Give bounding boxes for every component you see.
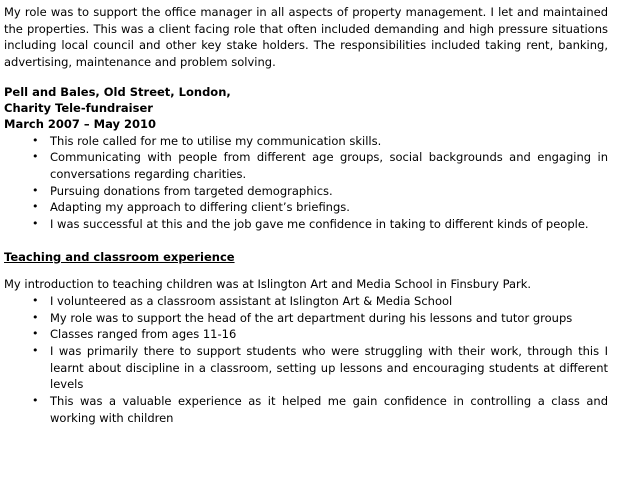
- list-item: [4, 326, 608, 343]
- list-item: [4, 343, 608, 393]
- list-item: [4, 293, 608, 310]
- job-role-line: Charity Tele-fundraiser: [4, 101, 153, 116]
- list-item: [4, 216, 608, 233]
- teaching-bullet-list: [4, 293, 608, 426]
- list-item-text: • Communicating with people from different age groups, social backgrounds and engaging in conversations regarding charities.: [50, 150, 608, 182]
- teaching-section-heading: Teaching and classroom experience: [4, 249, 235, 264]
- list-item-text: • Adapting my approach to differing client’s briefings.: [50, 200, 350, 215]
- list-item: [4, 133, 608, 150]
- job-dates: March 2007 – May 2010: [4, 117, 157, 132]
- job-employer-line: Pell and Bales, Old Street, London,: [4, 84, 231, 99]
- list-item-text: • I was successful at this and the job gave me confidence in taking to different kinds of people.: [50, 217, 589, 232]
- list-item-text: • This role called for me to utilise my communication skills.: [50, 133, 382, 148]
- job-heading: [4, 84, 608, 117]
- list-item: [4, 310, 608, 327]
- list-item-text: • Classes ranged from ages 11-16: [50, 327, 237, 342]
- list-item-text: • Pursuing donations from targeted demographics.: [50, 183, 333, 198]
- list-item: [4, 199, 608, 216]
- list-item: [4, 393, 608, 426]
- teaching-paragraph: My introduction to teaching children was at Islington Art and Media School in Finsbury Park.: [4, 277, 532, 292]
- job-bullet-list: [4, 133, 608, 233]
- list-item-text: • I volunteered as a classroom assistant at Islington Art & Media School: [50, 294, 453, 309]
- list-item: [4, 183, 608, 200]
- spacer: [4, 265, 608, 276]
- list-item-text: • This was a valuable experience as it helped me gain confidence in controlling a class and working with children: [50, 394, 608, 425]
- list-item-text: • My role was to support the head of the art department during his lessons and tutor groups: [50, 310, 573, 325]
- list-item-text: • I was primarily there to support students who were struggling with their work, through this I learnt about discipline in a classroom, setting up lessons and encouraging students at different levels: [50, 344, 608, 392]
- list-item: [4, 149, 608, 182]
- intro-paragraph: My role was to support the office manager in all aspects of property management. I let and maintained the properties. This was a client facing role that often included demanding and high pressure situations including local council and other key stake holders. The responsibilities included taking rent, banking, advertising, maintenance and problem solving.: [4, 5, 608, 70]
- spacer: [4, 71, 608, 84]
- spacer: [4, 233, 608, 249]
